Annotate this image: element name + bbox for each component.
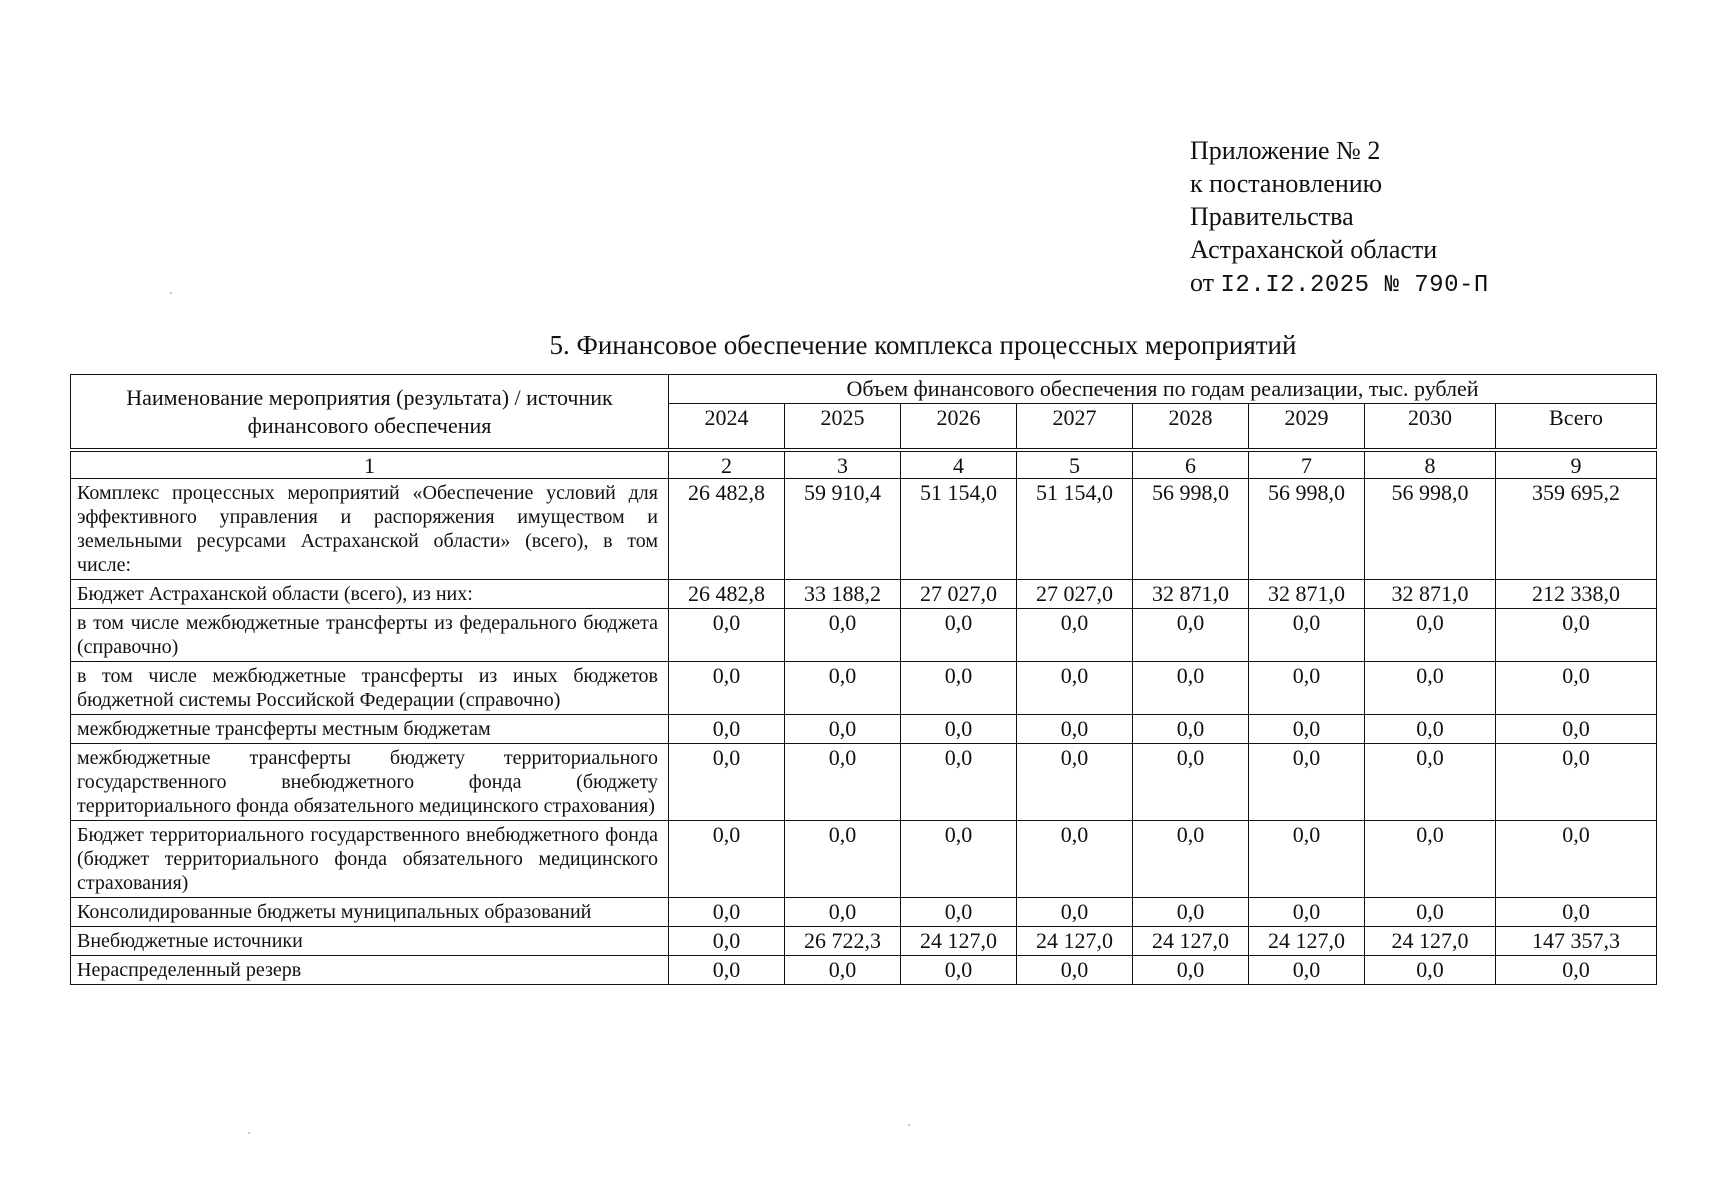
row-total-value: 0,0 <box>1496 821 1657 898</box>
row-year-value: 0,0 <box>1133 744 1249 821</box>
row-year-value: 0,0 <box>1365 956 1496 985</box>
row-year-value: 0,0 <box>785 744 901 821</box>
row-year-value: 59 910,4 <box>785 479 901 580</box>
row-year-value: 0,0 <box>1249 898 1365 927</box>
row-year-value: 0,0 <box>1017 609 1133 662</box>
row-year-value: 0,0 <box>1017 744 1133 821</box>
row-year-value: 0,0 <box>1133 898 1249 927</box>
year-header: 2029 <box>1249 404 1365 449</box>
row-year-value: 26 482,8 <box>669 580 785 609</box>
row-year-value: 0,0 <box>785 898 901 927</box>
row-year-value: 0,0 <box>1365 821 1496 898</box>
appendix-date-prefix: от <box>1190 268 1215 297</box>
row-year-value: 56 998,0 <box>1249 479 1365 580</box>
row-total-value: 0,0 <box>1496 898 1657 927</box>
row-year-value: 0,0 <box>901 609 1017 662</box>
row-year-value: 0,0 <box>1133 715 1249 744</box>
row-year-value: 0,0 <box>669 609 785 662</box>
row-year-value: 0,0 <box>669 744 785 821</box>
row-year-value: 33 188,2 <box>785 580 901 609</box>
scan-speck <box>908 1124 910 1126</box>
row-year-value: 26 722,3 <box>785 927 901 956</box>
appendix-date-line <box>1190 266 1489 302</box>
row-year-value: 0,0 <box>1133 956 1249 985</box>
table-row <box>71 715 1657 744</box>
row-year-value: 0,0 <box>1249 662 1365 715</box>
table-row <box>71 898 1657 927</box>
row-name: межбюджетные трансферты местным бюджетам <box>71 715 669 744</box>
table-row <box>71 956 1657 985</box>
scan-speck <box>248 1132 250 1134</box>
appendix-line: к постановлению <box>1190 169 1383 198</box>
table-body <box>71 449 1657 985</box>
row-year-value: 0,0 <box>901 744 1017 821</box>
column-number: 1 <box>71 452 669 479</box>
row-year-value: 0,0 <box>669 662 785 715</box>
row-year-value: 24 127,0 <box>1365 927 1496 956</box>
row-year-value: 0,0 <box>669 715 785 744</box>
row-year-value: 32 871,0 <box>1365 580 1496 609</box>
row-year-value: 0,0 <box>669 898 785 927</box>
row-year-value: 0,0 <box>1249 715 1365 744</box>
row-year-value: 0,0 <box>1017 715 1133 744</box>
row-total-value: 0,0 <box>1496 744 1657 821</box>
row-year-value: 0,0 <box>1133 609 1249 662</box>
row-year-value: 24 127,0 <box>1017 927 1133 956</box>
appendix-line: Приложение № 2 <box>1190 136 1381 165</box>
row-year-value: 24 127,0 <box>901 927 1017 956</box>
row-name: Консолидированные бюджеты муниципальных образований <box>71 898 669 927</box>
row-year-value: 32 871,0 <box>1249 580 1365 609</box>
year-header: 2026 <box>901 404 1017 449</box>
appendix-date-number: I2.I2.2025 № 790-П <box>1220 272 1489 299</box>
column-number: 7 <box>1249 452 1365 479</box>
row-year-value: 0,0 <box>785 821 901 898</box>
table-row <box>71 580 1657 609</box>
row-name: в том числе межбюджетные трансферты из иных бюджетов бюджетной системы Российской Федерации (справочно) <box>71 662 669 715</box>
appendix-block <box>1190 134 1489 302</box>
row-name: Внебюджетные источники <box>71 927 669 956</box>
table-row <box>71 821 1657 898</box>
row-total-value: 0,0 <box>1496 609 1657 662</box>
row-year-value: 0,0 <box>1249 744 1365 821</box>
row-year-value: 0,0 <box>901 821 1017 898</box>
table-row <box>71 927 1657 956</box>
row-year-value: 32 871,0 <box>1133 580 1249 609</box>
financing-table-wrap <box>70 374 1656 985</box>
row-name: Комплекс процессных мероприятий «Обеспечение условий для эффективного управления и распоряжения имуществом и земельными ресурсами Астраханской области» (всего), в том числе: <box>71 479 669 580</box>
row-total-value: 0,0 <box>1496 662 1657 715</box>
column-number: 3 <box>785 452 901 479</box>
row-year-value: 56 998,0 <box>1133 479 1249 580</box>
financing-table <box>70 374 1657 985</box>
total-header: Всего <box>1496 404 1657 449</box>
appendix-line: Астраханской области <box>1190 235 1438 264</box>
column-header-name: Наименование мероприятия (результата) / источник финансового обеспечения <box>71 375 669 449</box>
row-year-value: 0,0 <box>1133 821 1249 898</box>
row-total-value: 212 338,0 <box>1496 580 1657 609</box>
year-header: 2027 <box>1017 404 1133 449</box>
column-header-volume: Объем финансового обеспечения по годам реализации, тыс. рублей <box>669 375 1657 404</box>
row-year-value: 51 154,0 <box>1017 479 1133 580</box>
row-year-value: 0,0 <box>1249 821 1365 898</box>
row-year-value: 0,0 <box>1017 956 1133 985</box>
row-total-value: 0,0 <box>1496 715 1657 744</box>
table-row <box>71 479 1657 580</box>
row-year-value: 27 027,0 <box>1017 580 1133 609</box>
row-year-value: 0,0 <box>1365 662 1496 715</box>
row-year-value: 0,0 <box>1365 715 1496 744</box>
row-year-value: 0,0 <box>1017 662 1133 715</box>
row-year-value: 0,0 <box>901 715 1017 744</box>
row-year-value: 0,0 <box>785 609 901 662</box>
row-year-value: 0,0 <box>785 715 901 744</box>
appendix-line: Правительства <box>1190 202 1354 231</box>
column-number: 2 <box>669 452 785 479</box>
year-header: 2030 <box>1365 404 1496 449</box>
year-header: 2025 <box>785 404 901 449</box>
row-year-value: 0,0 <box>1249 609 1365 662</box>
row-total-value: 0,0 <box>1496 956 1657 985</box>
row-name: Нераспределенный резерв <box>71 956 669 985</box>
row-year-value: 51 154,0 <box>901 479 1017 580</box>
row-year-value: 0,0 <box>1017 898 1133 927</box>
column-number: 5 <box>1017 452 1133 479</box>
row-year-value: 24 127,0 <box>1249 927 1365 956</box>
row-year-value: 27 027,0 <box>901 580 1017 609</box>
row-year-value: 0,0 <box>669 956 785 985</box>
table-row <box>71 609 1657 662</box>
row-year-value: 0,0 <box>901 898 1017 927</box>
row-year-value: 26 482,8 <box>669 479 785 580</box>
row-name: Бюджет Астраханской области (всего), из них: <box>71 580 669 609</box>
row-year-value: 0,0 <box>669 927 785 956</box>
row-year-value: 0,0 <box>669 821 785 898</box>
row-year-value: 0,0 <box>1365 898 1496 927</box>
row-year-value: 0,0 <box>1365 744 1496 821</box>
row-year-value: 0,0 <box>1133 662 1249 715</box>
row-name: Бюджет территориального государственного внебюджетного фонда (бюджет территориального фонда обязательного медицинского страхования) <box>71 821 669 898</box>
column-number: 4 <box>901 452 1017 479</box>
table-row <box>71 662 1657 715</box>
row-year-value: 0,0 <box>1249 956 1365 985</box>
row-year-value: 24 127,0 <box>1133 927 1249 956</box>
row-year-value: 0,0 <box>785 956 901 985</box>
column-number: 9 <box>1496 452 1657 479</box>
row-name: межбюджетные трансферты бюджету территориального государственного внебюджетного фонда (бюджету территориального фонда обязательного медицинского страхования) <box>71 744 669 821</box>
year-header: 2028 <box>1133 404 1249 449</box>
row-name: в том числе межбюджетные трансферты из федерального бюджета (справочно) <box>71 609 669 662</box>
year-header: 2024 <box>669 404 785 449</box>
row-year-value: 0,0 <box>901 662 1017 715</box>
row-total-value: 359 695,2 <box>1496 479 1657 580</box>
row-total-value: 147 357,3 <box>1496 927 1657 956</box>
column-number: 8 <box>1365 452 1496 479</box>
row-year-value: 56 998,0 <box>1365 479 1496 580</box>
column-number-row <box>71 452 1657 479</box>
table-row <box>71 744 1657 821</box>
row-year-value: 0,0 <box>1017 821 1133 898</box>
row-year-value: 0,0 <box>901 956 1017 985</box>
document-title: 5. Финансовое обеспечение комплекса процессных мероприятий <box>549 330 1297 360</box>
row-year-value: 0,0 <box>1365 609 1496 662</box>
scan-speck <box>170 292 172 294</box>
column-number: 6 <box>1133 452 1249 479</box>
row-year-value: 0,0 <box>785 662 901 715</box>
